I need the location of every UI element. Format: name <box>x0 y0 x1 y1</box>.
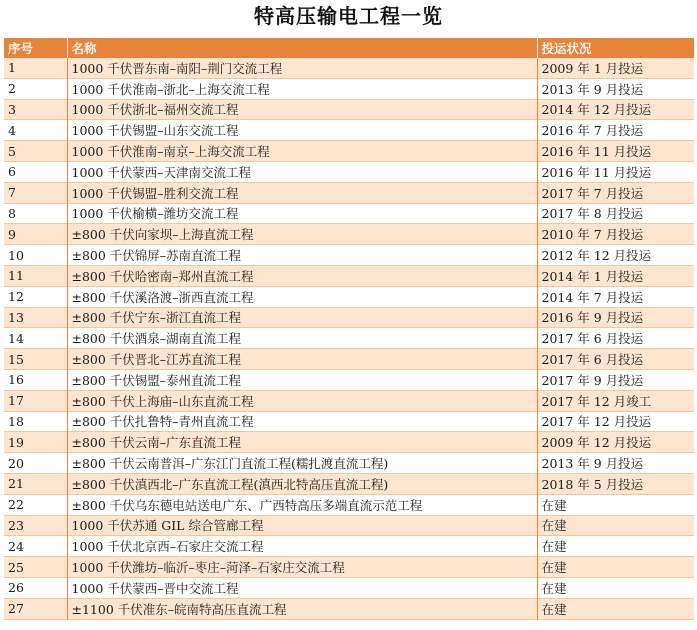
table-row <box>4 598 694 619</box>
cell-index: 18 <box>4 411 67 432</box>
cell-status: 2016 年 11 月投运 <box>537 161 694 182</box>
cell-index: 27 <box>4 598 67 619</box>
cell-index: 24 <box>4 536 67 557</box>
cell-name: 1000 千伏蒙西–晋中交流工程 <box>67 577 537 598</box>
cell-index: 26 <box>4 577 67 598</box>
cell-name: ±800 千伏哈密南–郑州直流工程 <box>67 265 537 286</box>
cell-status: 2016 年 9 月投运 <box>537 307 694 328</box>
header-status: 投运状况 <box>537 38 694 58</box>
cell-name: 1000 千伏晋东南–南阳–荆门交流工程 <box>67 58 537 78</box>
header-index: 序号 <box>4 38 67 58</box>
cell-status: 2009 年 1 月投运 <box>537 58 694 78</box>
table-row <box>4 473 694 494</box>
table-row <box>4 286 694 307</box>
cell-index: 13 <box>4 307 67 328</box>
cell-index: 23 <box>4 515 67 536</box>
table-row <box>4 349 694 370</box>
table-row <box>4 557 694 578</box>
cell-status: 2016 年 11 月投运 <box>537 141 694 162</box>
cell-index: 4 <box>4 120 67 141</box>
table-row <box>4 203 694 224</box>
cell-index: 15 <box>4 349 67 370</box>
cell-name: 1000 千伏浙北–福州交流工程 <box>67 99 537 120</box>
cell-status: 2010 年 7 月投运 <box>537 224 694 245</box>
table-row <box>4 328 694 349</box>
cell-name: ±800 千伏锦屏–苏南直流工程 <box>67 245 537 266</box>
cell-index: 22 <box>4 494 67 515</box>
cell-name: ±800 千伏云南普洱–广东江门直流工程(糯扎渡直流工程) <box>67 453 537 474</box>
cell-name: 1000 千伏北京西–石家庄交流工程 <box>67 536 537 557</box>
cell-index: 10 <box>4 245 67 266</box>
table-row <box>4 369 694 390</box>
table-row <box>4 58 694 78</box>
cell-index: 19 <box>4 432 67 453</box>
cell-status: 2012 年 12 月投运 <box>537 245 694 266</box>
cell-status: 2016 年 7 月投运 <box>537 120 694 141</box>
table-row <box>4 120 694 141</box>
table-row <box>4 432 694 453</box>
cell-status: 在建 <box>537 515 694 536</box>
table-header-row <box>4 38 694 58</box>
table-row <box>4 224 694 245</box>
cell-index: 20 <box>4 453 67 474</box>
cell-status: 在建 <box>537 577 694 598</box>
cell-status: 在建 <box>537 598 694 619</box>
table-row <box>4 390 694 411</box>
cell-status: 在建 <box>537 494 694 515</box>
table-row <box>4 161 694 182</box>
cell-status: 2013 年 9 月投运 <box>537 78 694 99</box>
cell-name: 1000 千伏蒙西–天津南交流工程 <box>67 161 537 182</box>
cell-status: 2013 年 9 月投运 <box>537 453 694 474</box>
cell-index: 7 <box>4 182 67 203</box>
cell-name: 1000 千伏锡盟–胜利交流工程 <box>67 182 537 203</box>
table-row <box>4 494 694 515</box>
header-name: 名称 <box>67 38 537 58</box>
cell-index: 16 <box>4 369 67 390</box>
cell-name: 1000 千伏淮南–南京–上海交流工程 <box>67 141 537 162</box>
cell-index: 6 <box>4 161 67 182</box>
cell-index: 17 <box>4 390 67 411</box>
table-row <box>4 307 694 328</box>
cell-status: 2017 年 12 月竣工 <box>537 390 694 411</box>
cell-name: ±800 千伏滇西北–广东直流工程(滇西北特高压直流工程) <box>67 473 537 494</box>
cell-status: 2017 年 9 月投运 <box>537 369 694 390</box>
cell-status: 在建 <box>537 536 694 557</box>
cell-index: 8 <box>4 203 67 224</box>
cell-status: 在建 <box>537 557 694 578</box>
table-row <box>4 515 694 536</box>
cell-index: 2 <box>4 78 67 99</box>
cell-name: ±800 千伏上海庙–山东直流工程 <box>67 390 537 411</box>
cell-index: 5 <box>4 141 67 162</box>
cell-status: 2017 年 8 月投运 <box>537 203 694 224</box>
cell-status: 2017 年 6 月投运 <box>537 328 694 349</box>
cell-index: 21 <box>4 473 67 494</box>
cell-name: ±800 千伏酒泉–湖南直流工程 <box>67 328 537 349</box>
cell-name: 1000 千伏榆横–潍坊交流工程 <box>67 203 537 224</box>
table-row <box>4 411 694 432</box>
cell-name: ±800 千伏溪洛渡–浙西直流工程 <box>67 286 537 307</box>
cell-status: 2014 年 7 月投运 <box>537 286 694 307</box>
table-row <box>4 99 694 120</box>
cell-name: ±800 千伏锡盟–泰州直流工程 <box>67 369 537 390</box>
cell-index: 1 <box>4 58 67 78</box>
table-row <box>4 536 694 557</box>
cell-status: 2017 年 6 月投运 <box>537 349 694 370</box>
table-row <box>4 141 694 162</box>
cell-index: 12 <box>4 286 67 307</box>
cell-index: 9 <box>4 224 67 245</box>
cell-index: 14 <box>4 328 67 349</box>
cell-name: ±800 千伏晋北–江苏直流工程 <box>67 349 537 370</box>
table-row <box>4 78 694 99</box>
cell-name: 1000 千伏潍坊–临沂–枣庄–菏泽–石家庄交流工程 <box>67 557 537 578</box>
table-row <box>4 182 694 203</box>
cell-index: 11 <box>4 265 67 286</box>
page-title: 特高压输电工程一览 <box>254 4 443 28</box>
cell-name: ±800 千伏云南–广东直流工程 <box>67 432 537 453</box>
table-row <box>4 265 694 286</box>
cell-name: ±800 千伏乌东德电站送电广东、广西特高压多端直流示范工程 <box>67 494 537 515</box>
table-row <box>4 577 694 598</box>
cell-index: 3 <box>4 99 67 120</box>
cell-name: ±800 千伏扎鲁特–青州直流工程 <box>67 411 537 432</box>
table-row <box>4 453 694 474</box>
cell-name: 1000 千伏锡盟–山东交流工程 <box>67 120 537 141</box>
cell-index: 25 <box>4 557 67 578</box>
cell-status: 2017 年 12 月投运 <box>537 411 694 432</box>
cell-name: ±800 千伏向家坝–上海直流工程 <box>67 224 537 245</box>
cell-name: 1000 千伏苏通 GIL 综合管廊工程 <box>67 515 537 536</box>
cell-status: 2014 年 12 月投运 <box>537 99 694 120</box>
cell-name: ±800 千伏宁东–浙江直流工程 <box>67 307 537 328</box>
table-row <box>4 245 694 266</box>
cell-name: ±1100 千伏准东–皖南特高压直流工程 <box>67 598 537 619</box>
projects-table <box>4 38 694 620</box>
cell-name: 1000 千伏淮南–浙北–上海交流工程 <box>67 78 537 99</box>
cell-status: 2009 年 12 月投运 <box>537 432 694 453</box>
cell-status: 2018 年 5 月投运 <box>537 473 694 494</box>
cell-status: 2014 年 1 月投运 <box>537 265 694 286</box>
cell-status: 2017 年 7 月投运 <box>537 182 694 203</box>
